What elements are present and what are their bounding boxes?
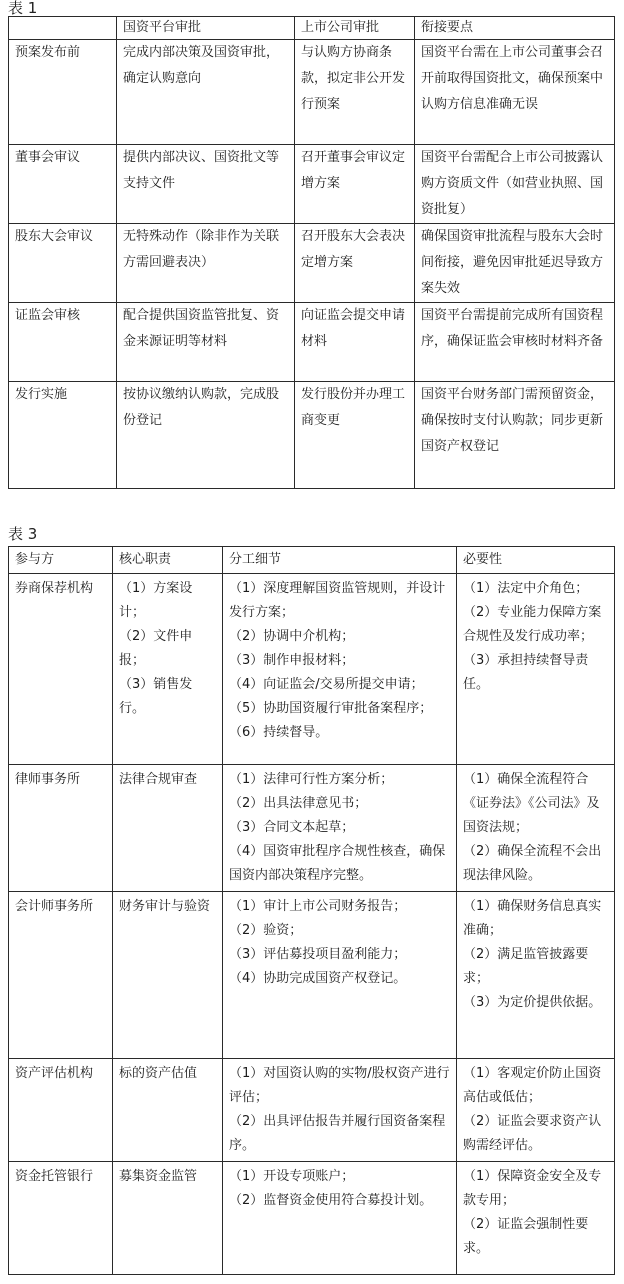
- table3-row: [9, 892, 615, 1059]
- table3-cell-line: （2）验资；: [229, 923, 303, 938]
- table3-cell-line: （1）对国资认购的实物/股权资产进行评估；: [229, 1066, 450, 1105]
- table3-cell-line: （1）确保财务信息真实准确；: [463, 899, 602, 938]
- table3-cell-line: （2）协调中介机构；: [229, 629, 355, 644]
- table1-cell: 无特殊动作（除非作为关联方需回避表决）: [117, 224, 295, 303]
- table1: [8, 16, 615, 489]
- table3-row: [9, 765, 615, 892]
- table3-row: [9, 1162, 615, 1275]
- table3-header-cell: 参与方: [9, 547, 113, 574]
- table3-cell-line: （2）证监会强制性要求。: [463, 1217, 589, 1256]
- table3-cell-line: （1）深度理解国资监管规则，并设计发行方案；: [229, 581, 446, 620]
- table1-cell: 向证监会提交申请材料: [295, 303, 415, 382]
- table3-header-cell: 核心职责: [113, 547, 223, 574]
- table3-cell-line: （6）持续督导。: [229, 725, 329, 740]
- table3-party-cell: 资金托管银行: [9, 1162, 113, 1275]
- table1-caption: 表 1: [8, 0, 38, 17]
- table1-cell: 证监会审核: [9, 303, 117, 382]
- table1-cell: 发行股份并办理工商变更: [295, 382, 415, 489]
- table3-detail-cell: [223, 574, 457, 765]
- table3-cell-line: （1）确保全流程符合《证券法》《公司法》及国资法规；: [463, 772, 600, 835]
- table3-cell-line: （2）证监会要求资产认购需经评估。: [463, 1114, 602, 1153]
- table1-cell: 提供内部决议、国资批文等支持文件: [117, 145, 295, 224]
- table3-detail-cell: [223, 892, 457, 1059]
- table1-row: [9, 145, 615, 224]
- table3-detail-cell: [223, 1059, 457, 1162]
- table3-cell-line: （1）开设专项账户；: [229, 1169, 355, 1184]
- table3-cell-line: （4）协助完成国资产权登记。: [229, 971, 407, 986]
- table3-cell-line: （1）法律可行性方案分析；: [229, 772, 394, 787]
- table1-cell: 完成内部决策及国资审批，确定认购意向: [117, 40, 295, 145]
- table1-cell: 与认购方协商条款，拟定非公开发行预案: [295, 40, 415, 145]
- table1-header-cell: 衔接要点: [415, 17, 615, 40]
- table1-header-cell: 国资平台审批: [117, 17, 295, 40]
- table3-cell-line: （3）评估募投项目盈利能力；: [229, 947, 407, 962]
- table1-header-cell: [9, 17, 117, 40]
- table3-cell-line: （2）出具法律意见书；: [229, 796, 368, 811]
- table3-necessity-cell: [457, 1162, 615, 1275]
- table3-cell-line: （1）客观定价防止国资高估或低估；: [463, 1066, 602, 1105]
- table3-row: [9, 1059, 615, 1162]
- table3-header-cell: 必要性: [457, 547, 615, 574]
- table3-detail-cell: [223, 765, 457, 892]
- table3-cell-line: （2）监督资金使用符合募投计划。: [229, 1193, 433, 1208]
- table3-cell-line: （2）文件申报；: [119, 629, 193, 668]
- table1-cell: 确保国资审批流程与股东大会时间衔接，避免因审批延迟导致方案失效: [415, 224, 615, 303]
- table3-duty-cell: [113, 1059, 223, 1162]
- table3-cell-line: （3）销售发行。: [119, 677, 193, 716]
- table1-row: [9, 40, 615, 145]
- table1-cell: 召开股东大会表决定增方案: [295, 224, 415, 303]
- table3-necessity-cell: [457, 765, 615, 892]
- table3-detail-cell: [223, 1162, 457, 1275]
- table1-header-cell: 上市公司审批: [295, 17, 415, 40]
- table1-cell: 董事会审议: [9, 145, 117, 224]
- table3-caption: 表 3: [8, 525, 38, 543]
- table3-cell-line: （2）满足监管披露要求；: [463, 947, 589, 986]
- table1-cell: 按协议缴纳认购款，完成股份登记: [117, 382, 295, 489]
- table3-cell-line: （1）方案设计；: [119, 581, 193, 620]
- table3-party-cell: 资产评估机构: [9, 1059, 113, 1162]
- table1-row: [9, 303, 615, 382]
- table3-header-cell: 分工细节: [223, 547, 457, 574]
- table1-cell: 国资平台财务部门需预留资金，确保按时支付认购款；同步更新国资产权登记: [415, 382, 615, 489]
- table3-cell-line: 标的资产估值: [119, 1066, 198, 1081]
- table3-party-cell: 律师事务所: [9, 765, 113, 892]
- table1-cell: 预案发布前: [9, 40, 117, 145]
- table3-duty-cell: [113, 574, 223, 765]
- table1-cell: 国资平台需提前完成所有国资程序，确保证监会审核时材料齐备: [415, 303, 615, 382]
- table3-cell-line: （2）专业能力保障方案合规性及发行成功率；（3）承担持续督导责任。: [463, 605, 602, 692]
- table3-cell-line: （5）协助国资履行审批备案程序；: [229, 701, 433, 716]
- table1-cell: 国资平台需配合上市公司披露认购方资质文件（如营业执照、国资批复）: [415, 145, 615, 224]
- table3-cell-line: （2）出具评估报告并履行国资备案程序。: [229, 1114, 446, 1153]
- table3-cell-line: （2）确保全流程不会出现法律风险。: [463, 844, 602, 883]
- table3-party-cell: 券商保荐机构: [9, 574, 113, 765]
- table3-cell-line: 财务审计与验资: [119, 899, 211, 914]
- table3-necessity-cell: [457, 1059, 615, 1162]
- table3-cell-line: （1）审计上市公司财务报告；: [229, 899, 407, 914]
- table3-row: [9, 574, 615, 765]
- table1-cell: 发行实施: [9, 382, 117, 489]
- table1-cell: 配合提供国资监管批复、资金来源证明等材料: [117, 303, 295, 382]
- table3-cell-line: （3）制作申报材料；: [229, 653, 355, 668]
- table3-cell-line: （4）国资审批程序合规性核查，确保国资内部决策程序完整。: [229, 844, 446, 883]
- table1-row: [9, 382, 615, 489]
- table3-cell-line: 法律合规审查: [119, 772, 198, 787]
- table1-cell: 召开董事会审议定增方案: [295, 145, 415, 224]
- table3-cell-line: （1）法定中介角色；: [463, 581, 589, 596]
- table3-header-row: [9, 547, 615, 574]
- table3-necessity-cell: [457, 892, 615, 1059]
- table1-row: [9, 224, 615, 303]
- table1-cell: 国资平台需在上市公司董事会召开前取得国资批文，确保预案中认购方信息准确无误: [415, 40, 615, 145]
- table3-necessity-cell: [457, 574, 615, 765]
- table3-duty-cell: [113, 765, 223, 892]
- table3-duty-cell: [113, 892, 223, 1059]
- table1-cell: 股东大会审议: [9, 224, 117, 303]
- table3: [8, 546, 615, 1275]
- table3-cell-line: （3）合同文本起草；: [229, 820, 355, 835]
- table3-duty-cell: [113, 1162, 223, 1275]
- table1-header-row: [9, 17, 615, 40]
- table3-cell-line: （3）为定价提供依据。: [463, 995, 602, 1010]
- table3-party-cell: 会计师事务所: [9, 892, 113, 1059]
- table3-cell-line: （1）保障资金安全及专款专用；: [463, 1169, 602, 1208]
- table3-cell-line: （4）向证监会/交易所提交申请；: [229, 677, 424, 692]
- table3-cell-line: 募集资金监管: [119, 1169, 198, 1184]
